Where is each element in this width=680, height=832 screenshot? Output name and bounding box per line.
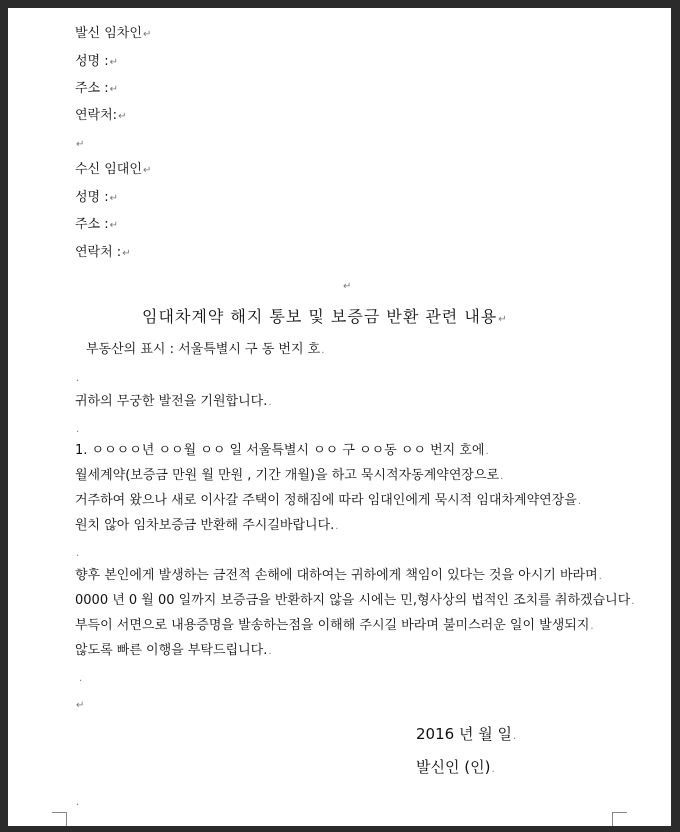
paragraph-mark: . [268,646,272,657]
paragraph-2-line: 않도록 빠른 이행을 부탁드립니다.. [75,643,272,658]
sender-heading: 발신 임차인↵ [75,26,152,41]
paragraph-1-line: 월세계약(보증금 만원 월 만원 , 기간 개월)을 하고 묵시적자동계약연장으로. [75,468,504,483]
paragraph-mark: . [76,424,80,435]
blank-line [75,370,79,387]
document-page [8,8,671,826]
paragraph-2-line: 향후 본인에게 발생하는 금전적 손해에 대하여는 귀하에게 책임이 있다는 것을 아시기 바라며. [75,568,602,583]
document-title: 임대차계약 해지 통보 및 보증금 반환 관련 내용↵ [142,307,508,326]
paragraph-mark: . [76,797,80,808]
blank-line [75,545,79,562]
recipient-address-label: 주소 :↵ [75,217,119,232]
paragraph-mark: ↵ [118,111,127,122]
paragraph-1-line: 거주하여 왔으나 새로 이사갈 주택이 정해짐에 따라 임대인에게 묵시적 임대차계약연장을. [75,493,582,508]
paragraph-mark: . [598,571,602,582]
paragraph-mark: . [491,764,495,775]
property-description: 부동산의 표시 : 서울특별시 구 동 번지 호. [86,342,325,357]
paragraph-mark: ↵ [343,281,352,292]
paragraph-mark: ↵ [142,165,152,176]
paragraph-mark: . [268,397,272,408]
paragraph-mark: . [631,596,635,607]
paragraph-mark: ↵ [498,314,508,325]
blank-line [342,278,351,295]
paragraph-mark: ↵ [76,700,85,711]
paragraph-mark: . [76,373,80,384]
paragraph-mark: ↵ [109,84,119,95]
paragraph-mark: . [577,496,582,507]
paragraph-mark: . [76,548,80,559]
paragraph-1-line: 1. ㅇㅇㅇㅇ년 ㅇㅇ월 ㅇㅇ 일 서울특별시 ㅇㅇ 구 ㅇㅇ동 ㅇㅇ 번지 호에. [75,443,489,458]
recipient-heading: 수신 임대인↵ [75,162,152,177]
paragraph-mark: . [500,471,504,482]
sender-address-label: 주소 :↵ [75,81,119,96]
date-line: 2016 년 월 일. [416,725,517,743]
blank-line [75,794,79,811]
blank-line [75,421,79,438]
paragraph-mark: ↵ [109,220,119,231]
paragraph-mark: . [79,673,83,684]
paragraph-mark: ↵ [76,139,85,150]
paragraph-2-line: 부득이 서면으로 내용증명을 발송하는점을 이해해 주시길 바라며 불미스러운 일이 발생되지. [75,618,594,633]
signer-line: 발신인 (인). [416,758,495,776]
paragraph-mark: ↵ [122,248,131,259]
paragraph-mark: ↵ [142,29,152,40]
blank-line [75,136,84,153]
paragraph-1-line: 원치 않아 임차보증금 반환해 주시길바랍니다.. [75,518,339,533]
recipient-name-label: 성명 :↵ [75,190,119,205]
blank-line [78,670,82,687]
paragraph-2-line: 0000 년 0 월 00 일까지 보증금을 반환하지 않을 시에는 민,형사상의 법적인 조치를 취하겠습니다. [75,593,635,608]
blank-line [75,697,84,714]
paragraph-mark: ↵ [109,193,119,204]
paragraph-mark: . [512,731,517,742]
bottom-right-crop-mark [612,812,627,826]
paragraph-mark: . [590,621,594,632]
paragraph-mark: . [335,521,339,532]
recipient-contact-label: 연락처 :↵ [75,245,131,260]
sender-name-label: 성명 :↵ [75,54,119,69]
greeting: 귀하의 무궁한 발전을 기원합니다.. [75,394,272,409]
sender-contact-label: 연락처:↵ [75,108,127,123]
paragraph-mark: . [321,345,325,356]
paragraph-mark: ↵ [109,57,119,68]
bottom-left-crop-mark [52,812,67,826]
paragraph-mark: . [485,446,489,457]
